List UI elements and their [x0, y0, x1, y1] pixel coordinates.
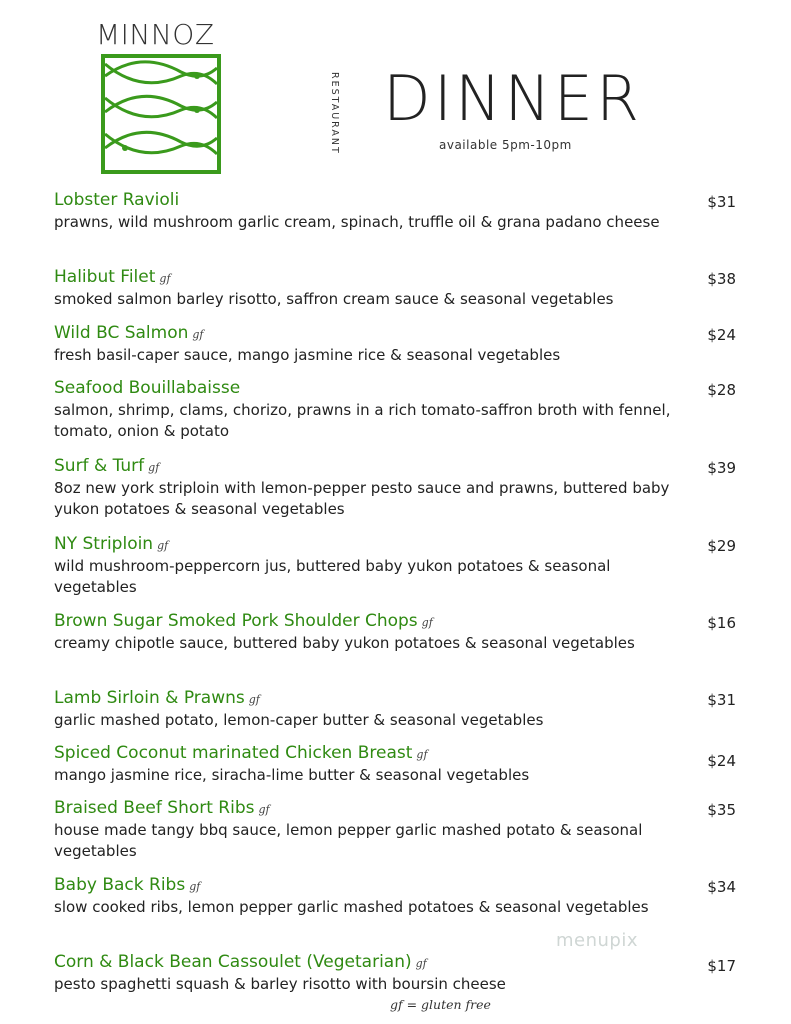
item-price: $24	[707, 326, 736, 344]
menu-item	[54, 267, 744, 310]
item-name: NY Striploin gf	[54, 534, 169, 554]
gf-mark: gf	[248, 693, 260, 706]
logo-subtitle: RESTAURANT	[329, 72, 340, 155]
item-description: smoked salmon barley risotto, saffron cream sauce & seasonal vegetables	[54, 290, 614, 308]
gf-mark: gf	[148, 461, 160, 474]
menu-item	[54, 534, 744, 598]
item-description: creamy chipotle sauce, buttered baby yukon potatoes & seasonal vegetables	[54, 634, 635, 652]
gluten-free-footnote: gf = gluten free	[390, 997, 491, 1012]
item-price: $38	[707, 270, 736, 288]
item-price: $24	[707, 752, 736, 770]
item-description: prawns, wild mushroom garlic cream, spinach, truffle oil & grana padano cheese	[54, 213, 660, 231]
item-description: wild mushroom-peppercorn jus, buttered baby yukon potatoes & seasonal vegetables	[54, 557, 611, 596]
item-price: $17	[707, 957, 736, 975]
menu-subtitle: available 5pm-10pm	[439, 138, 572, 152]
restaurant-logo	[96, 18, 340, 180]
menu-item	[54, 875, 744, 918]
menu-item	[54, 378, 744, 442]
item-name: Braised Beef Short Ribs gf	[54, 798, 270, 818]
item-price: $34	[707, 878, 736, 896]
item-description: 8oz new york striploin with lemon-pepper pesto sauce and prawns, buttered baby yukon potatoes & seasonal vegetables	[54, 479, 670, 518]
logo-name: MINNOZ	[96, 18, 215, 51]
watermark: menupix	[556, 930, 639, 951]
item-description: salmon, shrimp, clams, chorizo, prawns in a rich tomato-saffron broth with fennel, tomato, onion & potato	[54, 401, 671, 440]
item-price: $29	[707, 537, 736, 555]
gf-mark: gf	[159, 272, 171, 285]
menu-item	[54, 743, 744, 786]
item-price: $16	[707, 614, 736, 632]
menu-title: DINNER	[383, 62, 643, 135]
gf-mark: gf	[157, 539, 169, 552]
item-name: Lamb Sirloin & Prawns gf	[54, 688, 260, 708]
item-name: Spiced Coconut marinated Chicken Breast gf	[54, 743, 428, 763]
item-description: mango jasmine rice, siracha-lime butter & seasonal vegetables	[54, 766, 530, 784]
item-name: Brown Sugar Smoked Pork Shoulder Chops gf	[54, 611, 433, 631]
fish-logo-icon	[101, 54, 221, 174]
item-name: Surf & Turf gf	[54, 456, 160, 476]
gf-mark: gf	[421, 616, 433, 629]
item-name: Wild BC Salmon gf	[54, 323, 204, 343]
item-price: $31	[707, 691, 736, 709]
menu-item	[54, 190, 744, 233]
item-price: $31	[707, 193, 736, 211]
gf-mark: gf	[189, 880, 201, 893]
menu-item	[54, 456, 744, 520]
menu-item	[54, 952, 744, 995]
gf-mark: gf	[415, 957, 427, 970]
gf-mark: gf	[416, 748, 428, 761]
item-price: $35	[707, 801, 736, 819]
item-name: Corn & Black Bean Cassoulet (Vegetarian) gf	[54, 952, 427, 972]
menu-item	[54, 611, 744, 654]
item-description: slow cooked ribs, lemon pepper garlic mashed potatoes & seasonal vegetables	[54, 898, 649, 916]
gf-mark: gf	[192, 328, 204, 341]
item-description: pesto spaghetti squash & barley risotto with boursin cheese	[54, 975, 506, 993]
menu-item	[54, 323, 744, 366]
item-name: Seafood Bouillabaisse	[54, 378, 241, 398]
item-price: $39	[707, 459, 736, 477]
item-name: Halibut Filet gf	[54, 267, 171, 287]
item-price: $28	[707, 381, 736, 399]
item-description: garlic mashed potato, lemon-caper butter & seasonal vegetables	[54, 711, 544, 729]
item-name: Baby Back Ribs gf	[54, 875, 201, 895]
gf-mark: gf	[258, 803, 270, 816]
item-description: house made tangy bbq sauce, lemon pepper garlic mashed potato & seasonal vegetables	[54, 821, 643, 860]
menu-item	[54, 688, 744, 731]
item-description: fresh basil-caper sauce, mango jasmine rice & seasonal vegetables	[54, 346, 561, 364]
item-name: Lobster Ravioli	[54, 190, 180, 210]
menu-item	[54, 798, 744, 862]
